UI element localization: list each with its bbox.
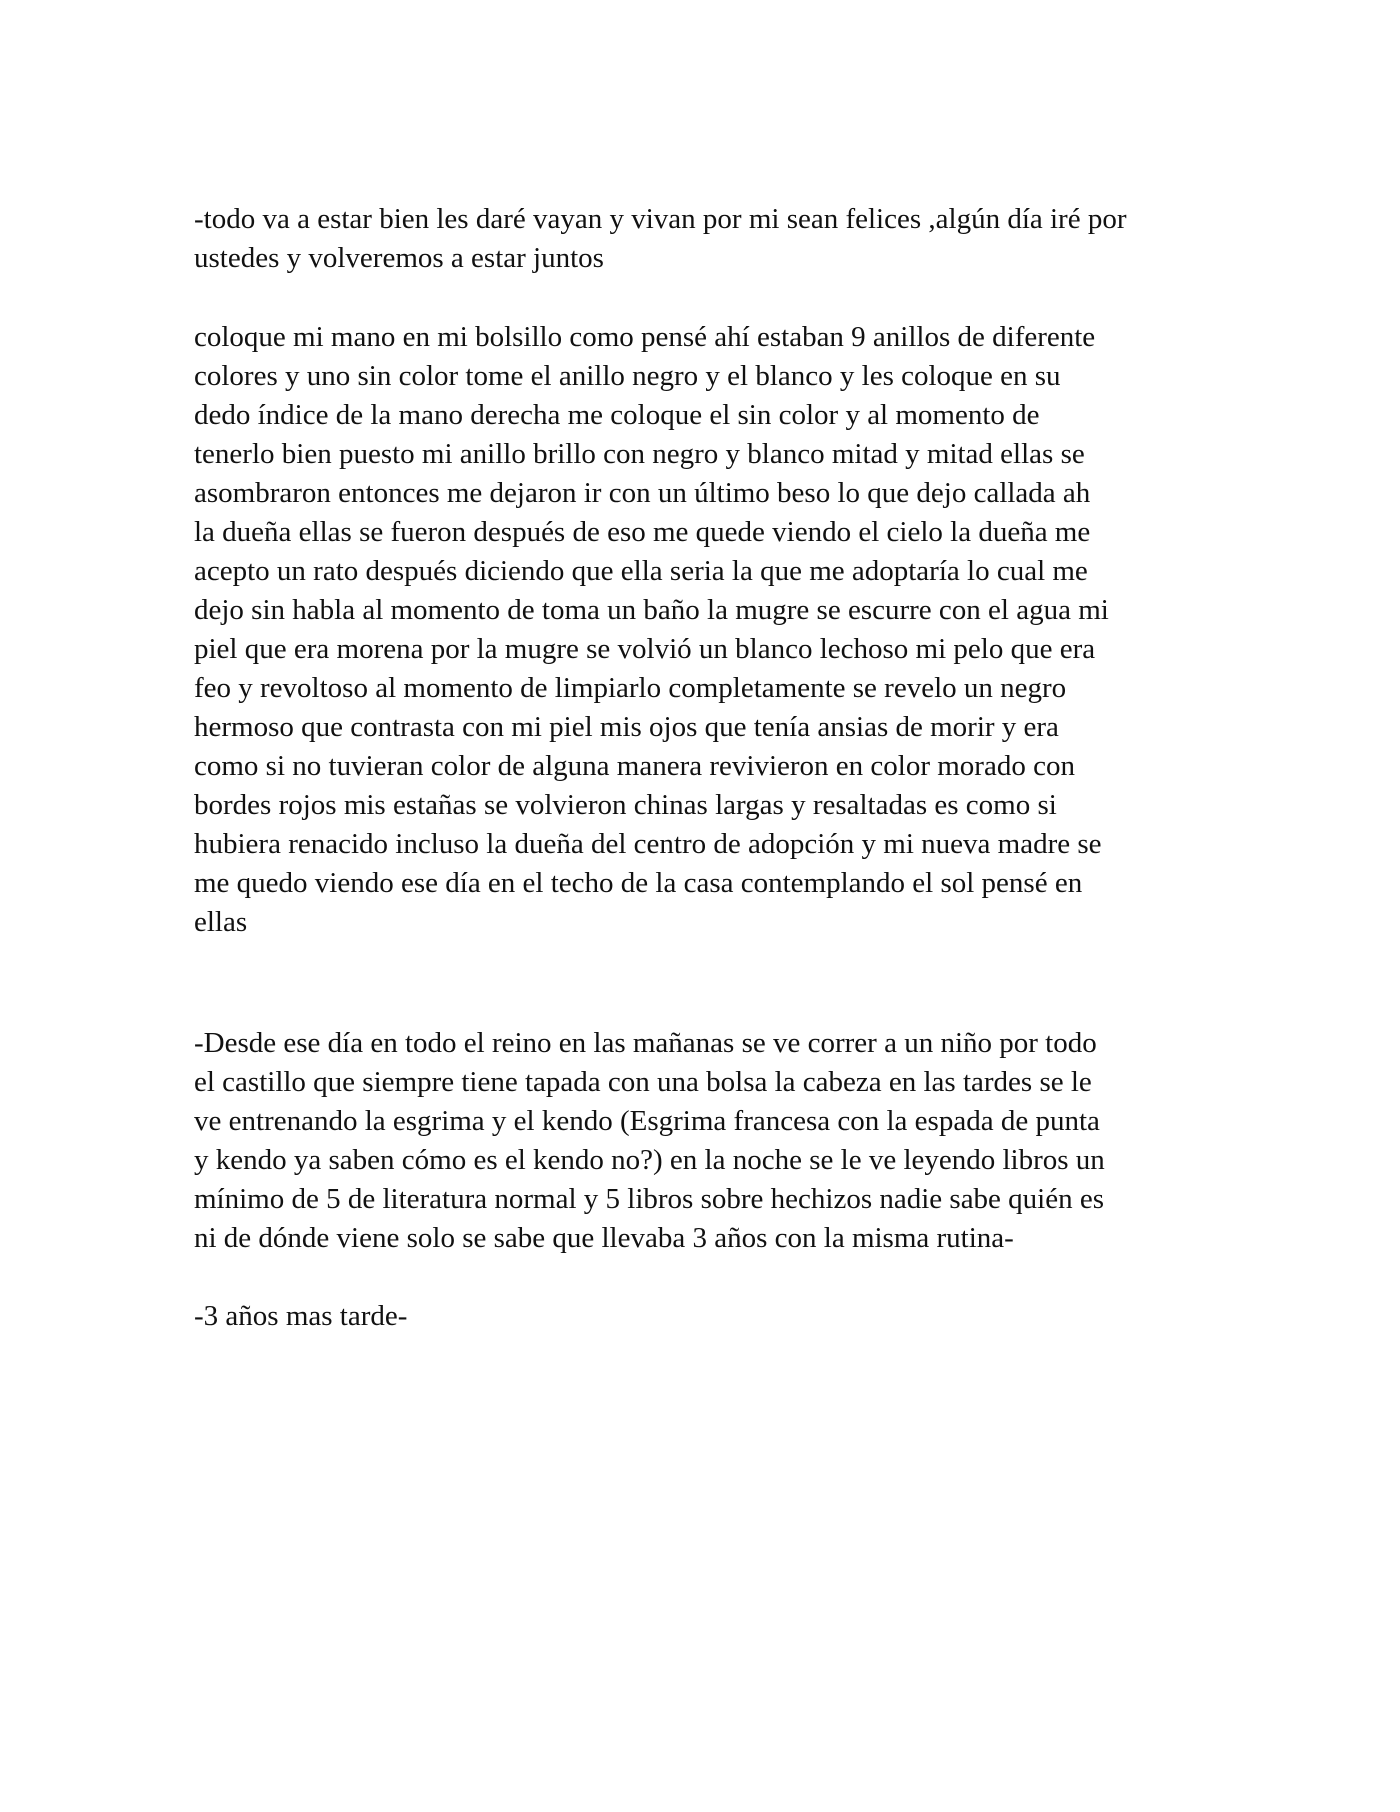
text-line: hermoso que contrasta con mi piel mis ojos que tenía ansias de morir y era — [194, 711, 1059, 743]
text-line: tenerlo bien puesto mi anillo brillo con negro y blanco mitad y mitad ellas se — [194, 438, 1085, 470]
paragraph-farewell — [194, 200, 1224, 278]
text-line: asombraron entonces me dejaron ir con un último beso lo que dejo callada ah — [194, 477, 1091, 509]
text-line: mínimo de 5 de literatura normal y 5 libros sobre hechizos nadie sabe quién es — [194, 1183, 1105, 1215]
text-line: bordes rojos mis estañas se volvieron chinas largas y resaltadas es como si — [194, 789, 1057, 821]
text-line: feo y revoltoso al momento de limpiarlo completamente se revelo un negro — [194, 672, 1067, 704]
paragraph-time-skip — [194, 1297, 1224, 1336]
text-line: dejo sin habla al momento de toma un baño la mugre se escurre con el agua mi — [194, 594, 1109, 626]
text-line: -Desde ese día en todo el reino en las mañanas se ve correr a un niño por todo — [194, 1027, 1097, 1059]
text-line: piel que era morena por la mugre se volvió un blanco lechoso mi pelo que era — [194, 633, 1096, 665]
text-line: como si no tuvieran color de alguna manera revivieron en color morado con — [194, 750, 1075, 782]
text-line: la dueña ellas se fueron después de eso me quede viendo el cielo la dueña me — [194, 516, 1091, 548]
text-line: y kendo ya saben cómo es el kendo no?) en la noche se le ve leyendo libros un — [194, 1144, 1105, 1176]
text-line: me quedo viendo ese día en el techo de la casa contemplando el sol pensé en — [194, 867, 1083, 899]
text-line: colores y uno sin color tome el anillo negro y el blanco y les coloque en su — [194, 360, 1061, 392]
text-line: hubiera renacido incluso la dueña del centro de adopción y mi nueva madre se — [194, 828, 1102, 860]
text-line: dedo índice de la mano derecha me coloque el sin color y al momento de — [194, 399, 1040, 431]
text-line: ellas — [194, 906, 248, 938]
text-line: ve entrenando la esgrima y el kendo (Esgrima francesa con la espada de punta — [194, 1105, 1100, 1137]
paragraph-routine — [194, 1024, 1224, 1258]
text-line: acepto un rato después diciendo que ella seria la que me adoptaría lo cual me — [194, 555, 1088, 587]
text-line: ni de dónde viene solo se sabe que llevaba 3 años con la misma rutina- — [194, 1222, 1014, 1254]
text-line: -todo va a estar bien les daré vayan y vivan por mi sean felices ,algún día iré por — [194, 203, 1127, 235]
text-line: coloque mi mano en mi bolsillo como pensé ahí estaban 9 anillos de diferente — [194, 321, 1096, 353]
text-line: el castillo que siempre tiene tapada con una bolsa la cabeza en las tardes se le — [194, 1066, 1092, 1098]
text-line: -3 años mas tarde- — [194, 1300, 408, 1332]
text-line: ustedes y volveremos a estar juntos — [194, 242, 604, 274]
paragraph-rings — [194, 318, 1224, 942]
